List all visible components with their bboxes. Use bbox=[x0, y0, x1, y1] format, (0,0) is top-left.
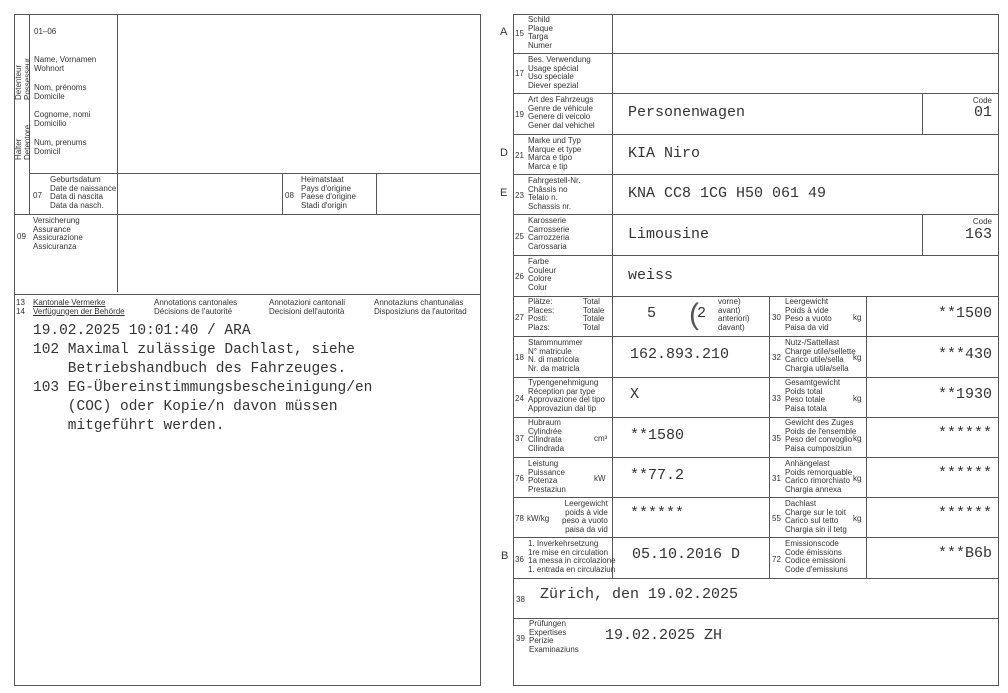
seats-bracket: ( bbox=[689, 298, 699, 331]
annotation-line: 103 EG-Übereinstimmungsbescheinigung/en bbox=[33, 380, 373, 396]
field-15-number: 15 bbox=[515, 29, 524, 38]
section-letter-a: A bbox=[500, 26, 508, 38]
field-18-label: Stammnummer N° matricule N. di matricola Nr. da matricla bbox=[528, 338, 583, 373]
field-17-label: Bes. Verwendung Usage spécial Uso speciale Diever spezial bbox=[528, 55, 591, 90]
color-value: weiss bbox=[628, 267, 674, 284]
train-weight-value: ****** bbox=[937, 425, 992, 442]
field-25-code-value: 163 bbox=[964, 226, 992, 243]
type-approval-value: X bbox=[630, 386, 640, 403]
body-type-value: Limousine bbox=[628, 226, 710, 243]
field-25-label: Karosserie Carrosserie Carrozzeria Carossaria bbox=[528, 216, 570, 251]
field-37-unit: cm³ bbox=[594, 434, 608, 443]
annotation-line: mitgeführt werden. bbox=[33, 418, 225, 434]
field-27-label-total: Total Totale Totale Total bbox=[583, 297, 605, 332]
field-39-label: Prüfungen Expertises Perizie Examinaziuns bbox=[529, 619, 579, 654]
holder-name-fr-label: Nom, prénoms Domicile bbox=[34, 83, 87, 101]
field-25-number: 25 bbox=[515, 232, 524, 241]
field-72-number: 72 bbox=[772, 555, 781, 564]
field-30-label: Leergewicht Poids à vide Peso a vuoto Paisa da vid bbox=[785, 297, 832, 332]
field-23-label: Fahrgestell-Nr. Châssis no Telaio n. Schassis nr. bbox=[528, 176, 581, 211]
annotations-block bbox=[33, 322, 372, 436]
field-78-unit: kW/kg bbox=[527, 514, 550, 523]
field-36-label: 1. Inverkehrsetzung 1re mise en circulation 1a messa in circolazione 1. entrada en circulaziun bbox=[528, 539, 616, 574]
seats-total-value: 5 bbox=[647, 305, 657, 322]
field-07-number: 07 bbox=[33, 191, 42, 200]
first-registration-value: 05.10.2016 D bbox=[632, 546, 741, 563]
field-19-label: Art des Fahrzeugs Genre de véhicule Genere di veicolo Gener dal vehichel bbox=[528, 95, 595, 130]
make-model-value: KIA Niro bbox=[628, 145, 701, 162]
side-label-halter: Halter Detentore bbox=[14, 124, 32, 160]
field-13-number: 13 bbox=[16, 298, 25, 307]
field-08-number: 08 bbox=[285, 191, 294, 200]
field-23-number: 23 bbox=[515, 191, 524, 200]
empty-weight-value: **1500 bbox=[937, 305, 992, 322]
field-31-number: 31 bbox=[772, 474, 781, 483]
field-07-label: Geburtsdatum Date de naissance Data di nascita Data da nasch. bbox=[50, 175, 117, 210]
power-weight-value: ****** bbox=[630, 505, 685, 522]
field-27-label: Plätze: Places: Posti: Plazs: bbox=[528, 297, 555, 332]
total-weight-value: **1930 bbox=[937, 386, 992, 403]
field-24-number: 24 bbox=[515, 394, 524, 403]
annotation-line: Betriebshandbuch des Fahrzeuges. bbox=[33, 361, 347, 377]
field-27-number: 27 bbox=[515, 313, 524, 322]
field-78-number: 78 bbox=[515, 514, 524, 523]
issue-place-date-value: Zürich, den 19.02.2025 bbox=[540, 586, 739, 603]
field-35-label: Gewicht des Zuges Poids de l'ensemble Peso del convoglio Paisa cumposiziun bbox=[785, 418, 857, 453]
seats-front-label: vorne) avant) anteriori) davant) bbox=[718, 297, 750, 332]
field-55-number: 55 bbox=[772, 514, 781, 523]
field-55-label: Dachlast Charge sur le toit Carico sul tetto Chargia sin il tetg bbox=[785, 499, 847, 534]
section-letter-d: D bbox=[500, 147, 508, 159]
field-32-label: Nutz-/Sattellast Charge utile/sellette Carico utile/sella Chargia utila/sella bbox=[785, 338, 856, 373]
trailer-load-value: ****** bbox=[937, 465, 992, 482]
payload-value: ***430 bbox=[937, 346, 992, 363]
field-13-label-it: Annotazioni cantonali Decisioni dell'autorità bbox=[269, 298, 346, 316]
field-31-unit: kg bbox=[853, 474, 862, 483]
displacement-value: **1580 bbox=[630, 427, 685, 444]
chassis-number-value: KNA CC8 1CG H50 061 49 bbox=[628, 185, 827, 202]
holder-name-rm-label: Num, prenums Domicil bbox=[34, 138, 87, 156]
field-72-label: Emissionscode Code émissions Codice emissioni Code d'emissiuns bbox=[785, 539, 848, 574]
field-30-unit: kg bbox=[853, 313, 862, 322]
field-31-label: Anhängelast Poids remorquable Carico rimorchiato Chargia annexa bbox=[785, 459, 853, 494]
section-letter-e: E bbox=[500, 187, 508, 199]
field-13-label-rm: Annotaziuns chantunalas Disposiziuns da l'autoritad bbox=[374, 298, 467, 316]
side-label-detenteur: Detenteur Possesseur bbox=[14, 58, 32, 100]
field-14-number: 14 bbox=[16, 307, 25, 316]
field-32-number: 32 bbox=[772, 353, 781, 362]
field-21-number: 21 bbox=[515, 151, 524, 160]
field-19-code-label: Code bbox=[972, 96, 992, 105]
field-15-label: Schild Plaque Targa Numer bbox=[528, 15, 553, 50]
field-37-number: 37 bbox=[515, 434, 524, 443]
power-value: **77.2 bbox=[630, 467, 685, 484]
annotation-line: 102 Maximal zulässige Dachlast, siehe bbox=[33, 342, 355, 358]
field-32-unit: kg bbox=[853, 353, 862, 362]
field-76-label: Leistung Puissance Potenza Prestaziun bbox=[528, 459, 566, 494]
field-08-label: Heimatstaat Pays d'origine Paese d'origine Stadi d'origin bbox=[301, 175, 356, 210]
field-76-unit: kW bbox=[594, 474, 606, 483]
master-number-value: 162.893.210 bbox=[630, 346, 730, 363]
field-39-number: 39 bbox=[516, 634, 525, 643]
emission-code-value: ***B6b bbox=[937, 545, 992, 562]
field-21-label: Marke und Typ Marque et type Marca e tipo Marca e tip bbox=[528, 136, 582, 171]
field-33-label: Gesamtgewicht Poids total Peso totale Paisa totala bbox=[785, 378, 841, 413]
field-37-label: Hubraum Cylindrée Cilindrata Cilindrada bbox=[528, 418, 565, 453]
inspection-value: 19.02.2025 ZH bbox=[605, 627, 723, 644]
field-01-06-label: 01–06 bbox=[34, 27, 57, 36]
section-letter-b: B bbox=[501, 550, 509, 562]
annotation-line: (COC) oder Kopie/n davon müssen bbox=[33, 399, 338, 415]
field-55-unit: kg bbox=[853, 514, 862, 523]
holder-name-it-label: Cognome, nomi Domicilio bbox=[34, 110, 91, 128]
field-36-number: 36 bbox=[515, 555, 524, 564]
field-24-label: Typengenehmigung Réception par type Approvazione del tipo Approvaziun dal tip bbox=[528, 378, 605, 413]
field-19-number: 19 bbox=[515, 110, 524, 119]
roof-load-value: ****** bbox=[937, 505, 992, 522]
field-13-label-fr: Annotations cantonales Décisions de l'autorité bbox=[154, 298, 238, 316]
field-33-number: 33 bbox=[772, 394, 781, 403]
field-30-number: 30 bbox=[772, 313, 781, 322]
field-26-number: 26 bbox=[515, 272, 524, 281]
field-38-number: 38 bbox=[516, 595, 525, 604]
field-18-number: 18 bbox=[515, 353, 524, 362]
field-78-label: Leergewicht poids à vide peso a vuoto paisa da vid bbox=[562, 499, 608, 534]
field-76-number: 76 bbox=[515, 474, 524, 483]
vehicle-kind-value: Personenwagen bbox=[628, 104, 746, 121]
field-26-label: Farbe Couleur Colore Colur bbox=[528, 257, 557, 292]
field-17-number: 17 bbox=[515, 69, 524, 78]
field-09-number: 09 bbox=[17, 232, 26, 241]
holder-name-de-label: Name, Vornamen Wohnort bbox=[34, 55, 97, 73]
field-33-unit: kg bbox=[853, 394, 862, 403]
field-13-label-de: Kantonale Vermerke Verfügungen der Behörde bbox=[33, 298, 125, 316]
field-19-code-value: 01 bbox=[973, 104, 992, 121]
field-35-unit: kg bbox=[853, 434, 862, 443]
annotation-line: 19.02.2025 10:01:40 / ARA bbox=[33, 323, 251, 339]
field-25-code-label: Code bbox=[972, 217, 992, 226]
field-35-number: 35 bbox=[772, 434, 781, 443]
field-09-label: Versicherung Assurance Assicurazione Assicuranza bbox=[33, 216, 83, 251]
seats-front-value: 2 bbox=[697, 305, 707, 322]
